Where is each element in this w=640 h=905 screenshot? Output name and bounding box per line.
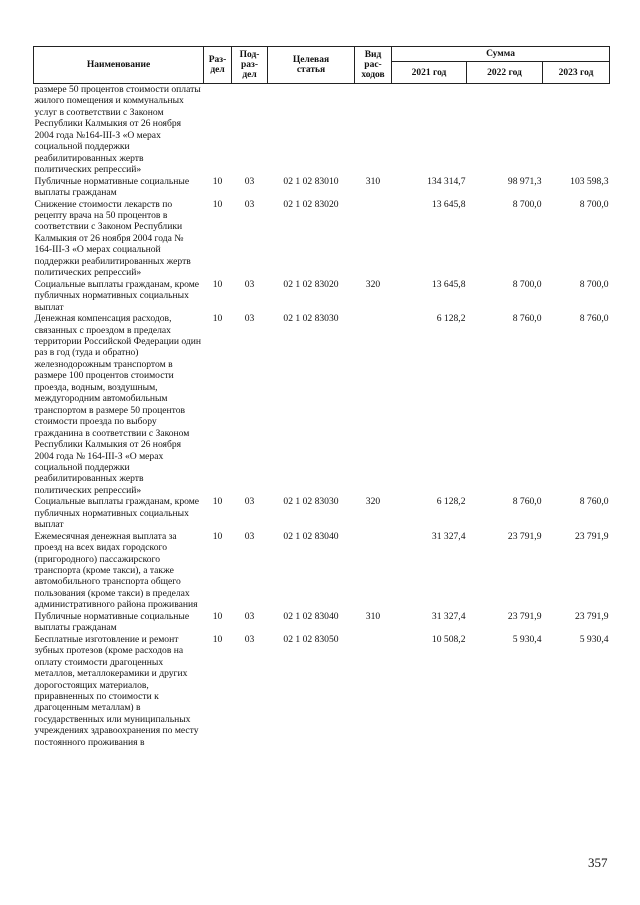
row-name: Денежная компенсация расходов, связанных с проездом в пределах территории Российской Федерации один раз в год (туда и обратно) железнодорожным транспортом в размере 100 процентов стоимости проезда, водным, воздушным, междугородним автомобильным транспортом в размере 50 процентов стоимости проезда по выбору гражданина в соответствии с Законом Республики Калмыкия от 26 ноября 2004 года № 164-III-З «О мерах социальной поддержки реабилитированных жертв политических репрессий» — [34, 313, 202, 496]
header-year-2023: 2023 год — [543, 62, 610, 84]
row-2023: 8 760,0 — [579, 313, 609, 325]
row-2023: 103 598,3 — [570, 175, 609, 187]
row-2023: 8 760,0 — [579, 496, 609, 508]
row-vid: 320 — [365, 278, 381, 290]
row-2022: 5 930,4 — [512, 633, 542, 645]
header-year-2022: 2022 год — [467, 62, 543, 84]
row-vid — [355, 84, 392, 176]
row-podrazdel: 03 — [244, 175, 255, 187]
header-razdel: Раз- дел — [204, 47, 232, 84]
row-2022: 23 791,9 — [507, 530, 542, 542]
table-row — [34, 199, 610, 279]
table-row — [34, 496, 610, 530]
table-body — [34, 84, 610, 749]
budget-table — [33, 46, 610, 748]
row-name: Снижение стоимости лекарств по рецепту врача на 50 процентов в соответствии с Законом Республики Калмыкия от 26 ноября 2004 года № 164-III-З «О мерах социальной поддержки реабилитированных жертв политических репрессий» — [34, 198, 191, 279]
row-2021: 13 645,8 — [431, 198, 466, 210]
row-vid: 310 — [365, 175, 381, 187]
row-target: 02 1 02 83020 — [283, 198, 339, 210]
row-2023: 8 700,0 — [579, 198, 609, 210]
row-podrazdel: 03 — [244, 530, 255, 542]
row-podrazdel — [232, 84, 268, 176]
table-row — [34, 176, 610, 199]
table-row — [34, 279, 610, 313]
row-2022: 8 760,0 — [512, 496, 542, 508]
header-target-article: Целевая статья — [268, 47, 355, 84]
row-target: 02 1 02 83040 — [283, 610, 339, 622]
row-razdel: 10 — [212, 610, 223, 622]
row-razdel: 10 — [212, 198, 223, 210]
row-2023: 8 700,0 — [579, 278, 609, 290]
row-razdel: 10 — [212, 530, 223, 542]
table-row — [34, 634, 610, 749]
row-target: 02 1 02 83010 — [283, 175, 339, 187]
row-vid — [355, 199, 392, 279]
header-name: Наименование — [34, 47, 204, 84]
row-2022: 8 700,0 — [512, 278, 542, 290]
row-2021: 31 327,4 — [431, 610, 466, 622]
row-podrazdel: 03 — [244, 496, 255, 508]
row-target: 02 1 02 83030 — [283, 496, 339, 508]
header-expense-type: Вид рас- ходов — [355, 47, 392, 84]
row-razdel: 10 — [212, 633, 223, 645]
row-vid — [355, 531, 392, 611]
table-row — [34, 84, 610, 176]
row-2021: 13 645,8 — [431, 278, 466, 290]
row-vid — [355, 634, 392, 749]
row-2021 — [392, 84, 467, 176]
row-razdel: 10 — [212, 175, 223, 187]
row-2023: 5 930,4 — [579, 633, 609, 645]
row-target: 02 1 02 83050 — [283, 633, 339, 645]
row-vid: 310 — [365, 610, 381, 622]
row-razdel: 10 — [212, 496, 223, 508]
row-name: Бесплатные изготовление и ремонт зубных протезов (кроме расходов на оплату стоимости драгоценных металлов, металлокерамики и других дорогостоящих материалов, приравненных по стоимости к драгоценным металлам) в государственных или муниципальных учреждениях здравоохранения по месту постоянного проживания в — [34, 633, 199, 748]
row-2023 — [543, 84, 610, 176]
row-podrazdel: 03 — [244, 198, 255, 210]
row-target: 02 1 02 83040 — [283, 530, 339, 542]
row-2022: 98 971,3 — [507, 175, 542, 187]
row-razdel: 10 — [212, 313, 223, 325]
table-row — [34, 611, 610, 634]
row-target: 02 1 02 83020 — [283, 278, 339, 290]
row-2023: 23 791,9 — [574, 610, 609, 622]
header-podrazdel: Под- раз- дел — [232, 47, 268, 84]
table-header — [34, 47, 610, 84]
row-2022: 8 700,0 — [512, 198, 542, 210]
row-2021: 6 128,2 — [436, 313, 466, 325]
row-podrazdel: 03 — [244, 313, 255, 325]
header-year-2021: 2021 год — [392, 62, 467, 84]
row-name: Ежемесячная денежная выплата за проезд на всех видах городского (пригородного) пассажирского транспорта (кроме такси), а также автомобильного транспорта общего пользования (кроме такси) в пределах административного района проживания — [34, 530, 198, 611]
table-row — [34, 313, 610, 496]
row-target: 02 1 02 83030 — [283, 313, 339, 325]
row-name: размере 50 процентов стоимости оплаты жилого помещения и коммунальных услуг в соответствии с Законом Республики Калмыкия от 26 ноября 2004 года №164-III-З «О мерах социальной поддержки реабилитированных жертв политических репрессий» — [34, 84, 201, 176]
row-2021: 31 327,4 — [431, 530, 466, 542]
row-2021: 6 128,2 — [436, 496, 466, 508]
header-sum: Сумма — [392, 47, 610, 62]
row-target — [268, 84, 355, 176]
row-razdel — [204, 84, 232, 176]
table-row — [34, 531, 610, 611]
row-2022: 23 791,9 — [507, 610, 542, 622]
page-number: 357 — [588, 855, 608, 870]
row-2021: 10 508,2 — [431, 633, 466, 645]
row-2022: 8 760,0 — [512, 313, 542, 325]
row-vid: 320 — [365, 496, 381, 508]
row-name: Социальные выплаты гражданам, кроме публичных нормативных социальных выплат — [34, 278, 200, 313]
row-name: Социальные выплаты гражданам, кроме публичных нормативных социальных выплат — [34, 496, 200, 531]
row-name: Публичные нормативные социальные выплаты гражданам — [34, 610, 190, 634]
row-podrazdel: 03 — [244, 278, 255, 290]
row-name: Публичные нормативные социальные выплаты гражданам — [34, 175, 190, 199]
row-2023: 23 791,9 — [574, 530, 609, 542]
row-2022 — [467, 84, 543, 176]
row-vid — [355, 313, 392, 496]
row-podrazdel: 03 — [244, 633, 255, 645]
row-2021: 134 314,7 — [427, 175, 466, 187]
row-podrazdel: 03 — [244, 610, 255, 622]
row-razdel: 10 — [212, 278, 223, 290]
